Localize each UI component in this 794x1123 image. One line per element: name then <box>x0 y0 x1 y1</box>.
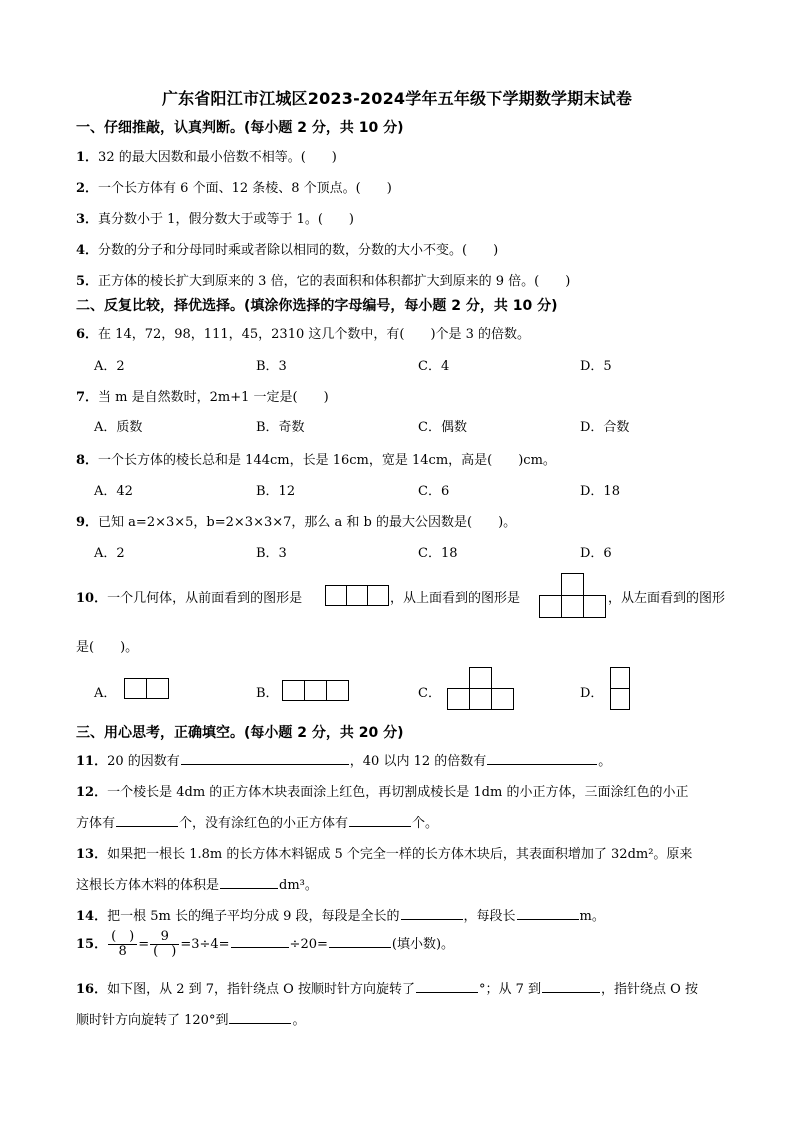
answer-blank[interactable] <box>542 979 600 993</box>
option-a[interactable]: A．2 <box>94 359 125 374</box>
option-b[interactable]: B． <box>256 686 279 701</box>
question-number: 15． <box>76 937 108 952</box>
question-text: 一个长方体的棱长总和是 144cm，长是 16cm，宽是 14cm，高是( )cm。 <box>98 453 556 468</box>
question-1 <box>76 146 337 165</box>
question-10-text-b: ，从上面看到的图形是 <box>390 591 521 606</box>
option-c[interactable]: C．4 <box>418 359 450 374</box>
question-text: °；从 7 到 <box>478 982 542 997</box>
answer-blank[interactable] <box>220 875 278 889</box>
question-text: 个，没有涂红色的小正方体有 <box>179 816 349 831</box>
answer-blank[interactable] <box>349 813 411 827</box>
option-b[interactable]: B．12 <box>256 484 296 499</box>
question-number: 8． <box>76 453 99 468</box>
question-text: 一个几何体，从前面看到的图形是 <box>107 591 303 606</box>
question-text: (填小数)。 <box>391 937 455 952</box>
question-3 <box>76 208 354 227</box>
option-c[interactable]: C． <box>418 686 441 701</box>
question-text: 已知 a=2×3×5，b=2×3×3×7，那么 a 和 b 的最大公因数是( )。 <box>98 515 517 530</box>
question-text: ÷20= <box>289 937 328 952</box>
question-text: 分数的分子和分母同时乘或者除以相同的数，分数的大小不变。( ) <box>98 243 499 258</box>
question-text: =3÷4= <box>180 937 230 952</box>
question-number: 2． <box>76 181 99 196</box>
question-number: 1． <box>76 150 99 165</box>
question-11 <box>76 750 611 769</box>
question-text: 正方体的棱长扩大到原来的 3 倍，它的表面积和体积都扩大到原来的 9 倍。( ) <box>98 274 571 289</box>
question-15 <box>76 930 454 959</box>
question-2 <box>76 177 392 196</box>
fraction-denominator: 8 <box>118 944 127 959</box>
option-d[interactable]: D． <box>580 686 604 701</box>
question-text: 方体有 <box>76 816 116 831</box>
answer-blank[interactable] <box>416 979 478 993</box>
option-c[interactable]: C．偶数 <box>418 420 467 435</box>
question-text: ，每段长 <box>463 909 516 924</box>
question-text: 个。 <box>412 816 439 831</box>
question-6 <box>76 323 530 342</box>
option-c[interactable]: C．18 <box>418 546 458 561</box>
question-number: 14． <box>76 909 108 924</box>
fraction-1 <box>108 930 137 959</box>
question-text: 20 的因数有 <box>107 754 180 769</box>
option-a[interactable]: A．2 <box>94 546 125 561</box>
question-5 <box>76 270 570 289</box>
option-b[interactable]: B．奇数 <box>256 420 305 435</box>
question-number: 12． <box>76 785 108 800</box>
question-7 <box>76 386 329 405</box>
question-text: 。 <box>598 754 612 769</box>
question-9 <box>76 511 516 530</box>
question-14 <box>76 905 605 924</box>
question-number: 4． <box>76 243 99 258</box>
option-d[interactable]: D．5 <box>580 359 612 374</box>
question-text: 把一根 5m 长的绳子平均分成 9 段，每段是全长的 <box>107 909 400 924</box>
answer-blank[interactable] <box>229 1010 291 1024</box>
fraction-numerator: 9 <box>150 930 179 945</box>
option-a[interactable]: A．42 <box>94 484 133 499</box>
question-text: ，指针绕点 O 按 <box>601 982 698 997</box>
question-number: 16． <box>76 982 108 997</box>
answer-blank[interactable] <box>231 934 289 948</box>
question-text: 32 的最大因数和最小倍数不相等。( ) <box>98 150 337 165</box>
question-text: 一个棱长是 4dm 的正方体木块表面涂上红色，再切割成棱长是 1dm 的小正方体，三面涂红色的小正 <box>107 785 689 800</box>
option-c[interactable]: C．6 <box>418 484 450 499</box>
question-number: 7． <box>76 390 99 405</box>
question-10 <box>76 587 302 606</box>
question-text: m。 <box>579 909 605 924</box>
answer-blank[interactable] <box>116 813 178 827</box>
answer-blank[interactable] <box>329 934 391 948</box>
question-12-line-2 <box>76 812 438 831</box>
section-3-heading: 三、用心思考，正确填空。(每小题 2 分，共 20 分) <box>76 725 404 741</box>
question-text: ，40 以内 12 的倍数有 <box>349 754 487 769</box>
question-number: 9． <box>76 515 99 530</box>
question-text: 如果把一根长 1.8m 的长方体木料锯成 5 个完全一样的长方体木块后，其表面积增加了 32dm²。原来 <box>107 847 693 862</box>
question-10-line-2: 是( )。 <box>76 640 139 655</box>
section-1-heading: 一、仔细推敲，认真判断。(每小题 2 分，共 10 分) <box>76 120 404 136</box>
question-text: 真分数小于 1，假分数大于或等于 1。( ) <box>98 212 354 227</box>
option-a[interactable]: A． <box>94 686 117 701</box>
question-text: 一个长方体有 6 个面、12 条棱、8 个顶点。( ) <box>98 181 392 196</box>
fraction-denominator-blank[interactable]: ( ) <box>153 944 177 959</box>
answer-blank[interactable] <box>181 751 349 765</box>
option-d[interactable]: D．合数 <box>580 420 630 435</box>
answer-blank[interactable] <box>487 751 597 765</box>
question-text: 当 m 是自然数时，2m+1 一定是( ) <box>98 390 329 405</box>
option-b[interactable]: B．3 <box>256 359 287 374</box>
question-number: 6． <box>76 327 99 342</box>
question-text: 。 <box>292 1013 306 1028</box>
question-12 <box>76 781 688 800</box>
answer-blank[interactable] <box>517 906 579 920</box>
question-text: 如下图，从 2 到 7，指针绕点 O 按顺时针方向旋转了 <box>107 982 415 997</box>
equals-sign: = <box>138 937 150 952</box>
question-13 <box>76 843 692 862</box>
fraction-2 <box>150 930 179 959</box>
option-a[interactable]: A．质数 <box>94 420 143 435</box>
question-text: 在 14，72，98，111，45，2310 这几个数中，有( )个是 3 的倍数。 <box>98 327 531 342</box>
question-number: 3． <box>76 212 99 227</box>
question-number: 10． <box>76 591 108 606</box>
section-2-heading: 二、反复比较，择优选择。(填涂你选择的字母编号，每小题 2 分，共 10 分) <box>76 298 558 314</box>
question-text: dm³。 <box>279 878 318 893</box>
fraction-numerator-blank[interactable]: ( ) <box>108 930 137 945</box>
question-16-line-2 <box>76 1009 305 1028</box>
question-text: 这根长方体木料的体积是 <box>76 878 220 893</box>
question-8 <box>76 449 556 468</box>
answer-blank[interactable] <box>401 906 463 920</box>
page-title: 广东省阳江市江城区2023-2024学年五年级下学期数学期末试卷 <box>161 89 633 108</box>
option-d[interactable]: D．6 <box>580 546 612 561</box>
option-b[interactable]: B．3 <box>256 546 287 561</box>
question-text: 顺时针方向旋转了 120°到 <box>76 1013 229 1028</box>
question-number: 11． <box>76 754 108 769</box>
question-4 <box>76 239 498 258</box>
question-16 <box>76 978 698 997</box>
question-number: 13． <box>76 847 108 862</box>
question-13-line-2 <box>76 874 318 893</box>
question-number: 5． <box>76 274 99 289</box>
question-10-text-c: ，从左面看到的图形 <box>608 591 726 606</box>
option-d[interactable]: D．18 <box>580 484 620 499</box>
